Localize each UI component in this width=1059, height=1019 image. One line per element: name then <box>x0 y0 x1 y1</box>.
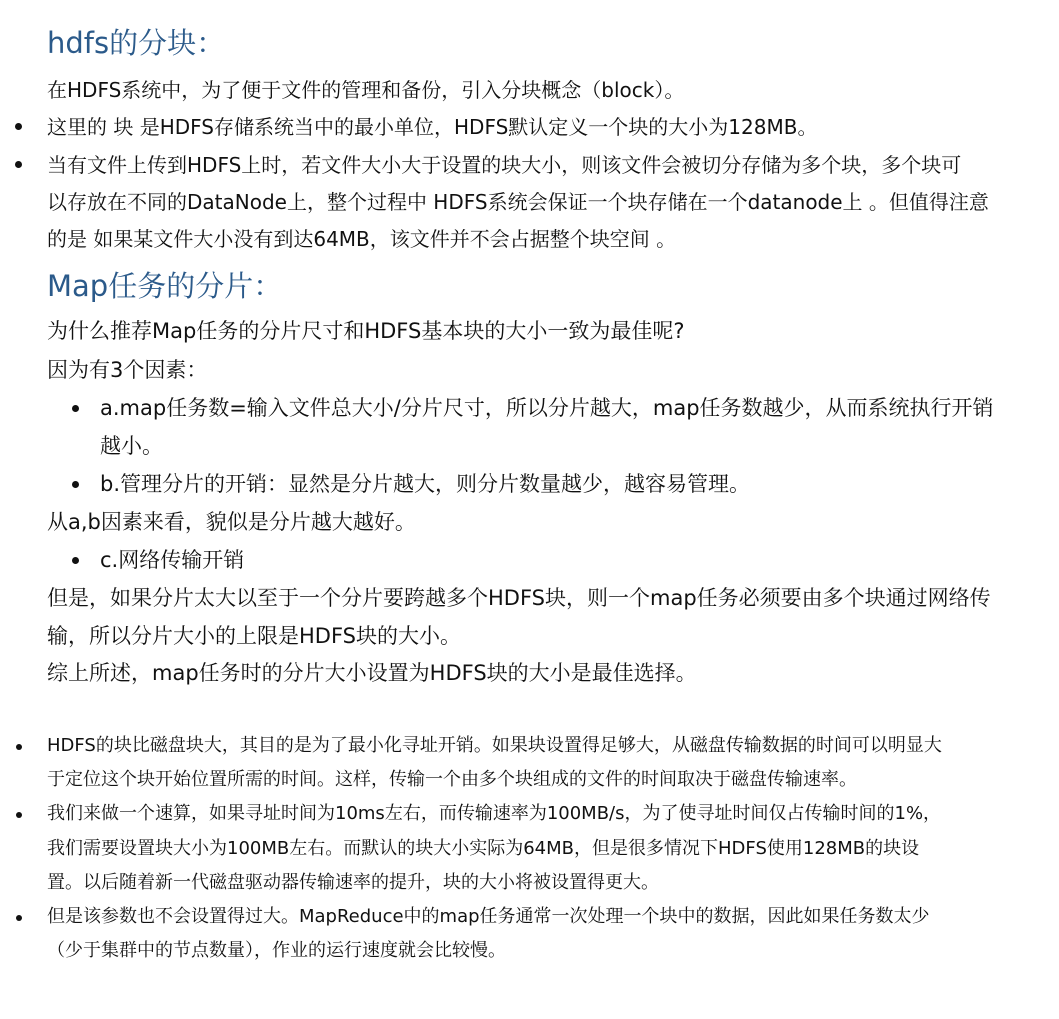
bullet-text-line: 我们来做一个速算，如果寻址时间为10ms左右，而传输速率为100MB/s，为了使寻址时间仅占传输时间的1%， <box>47 803 942 824</box>
bullet-icon <box>16 915 22 921</box>
question-paragraph: 为什么推荐Map任务的分片尺寸和HDFS基本块的大小一致为最佳呢? <box>47 319 685 343</box>
bullet-icon <box>72 557 79 564</box>
bullet-icon <box>72 481 79 488</box>
bullet-icon <box>16 812 22 818</box>
bullet-icon <box>15 123 22 130</box>
bullet-text: 这里的 块 是HDFS存储系统当中的最小单位，HDFS默认定义一个块的大小为128MB。 <box>47 115 818 139</box>
bullet-text-line: HDFS的块比磁盘块大，其目的是为了最小化寻址开销。如果块设置得足够大，从磁盘传输数据的时间可以明显大 <box>47 735 942 756</box>
bullet-text-line: （少于集群中的节点数量），作业的运行速度就会比较慢。 <box>47 940 506 961</box>
bullet-icon <box>72 405 79 412</box>
bullet-text-line: 当有文件上传到HDFS上时，若文件大小大于设置的块大小，则该文件会被切分存储为多个块，多个块可 <box>47 153 962 177</box>
bullet-icon <box>16 744 22 750</box>
bullet-text-line: 置。以后随着新一代磁盘驱动器传输速率的提升，块的大小将被设置得更大。 <box>47 872 659 893</box>
bullet-text-line: 以存放在不同的DataNode上，整个过程中 HDFS系统会保证一个块存储在一个datanode上 。但值得注意 <box>47 190 989 214</box>
however-line: 但是，如果分片太大以至于一个分片要跨越多个HDFS块，则一个map任务必须要由多个块通过网络传 <box>47 586 991 610</box>
factor-a-line: 越小。 <box>100 434 163 458</box>
ab-conclusion: 从a,b因素来看，貌似是分片越大越好。 <box>47 510 416 534</box>
intro-paragraph: 在HDFS系统中，为了便于文件的管理和备份，引入分块概念（block）。 <box>47 78 685 102</box>
factors-intro: 因为有3个因素： <box>47 358 208 382</box>
factor-b: b.管理分片的开销：显然是分片越大，则分片数量越少，越容易管理。 <box>100 472 751 496</box>
bullet-icon <box>15 161 22 168</box>
factor-a-line: a.map任务数=输入文件总大小/分片尺寸，所以分片越大，map任务数越少，从而系统执行开销 <box>100 396 994 420</box>
bullet-text-line: 但是该参数也不会设置得过大。MapReduce中的map任务通常一次处理一个块中的数据，因此如果任务数太少 <box>47 906 930 927</box>
bullet-text-line: 于定位这个块开始位置所需的时间。这样，传输一个由多个块组成的文件的时间取决于磁盘传输速率。 <box>47 769 857 790</box>
factor-c: c.网络传输开销 <box>100 548 245 572</box>
heading-hdfs-blocks: hdfs的分块： <box>47 26 226 60</box>
bullet-text-line: 我们需要设置块大小为100MB左右。而默认的块大小实际为64MB，但是很多情况下HDFS使用128MB的块设 <box>47 838 920 859</box>
bullet-text-line: 的是 如果某文件大小没有到达64MB，该文件并不会占据整个块空间 。 <box>47 227 677 251</box>
however-line: 输，所以分片大小的上限是HDFS块的大小。 <box>47 624 461 648</box>
heading-map-splits: Map任务的分片： <box>47 269 283 303</box>
summary-paragraph: 综上所述，map任务时的分片大小设置为HDFS块的大小是最佳选择。 <box>47 661 697 685</box>
